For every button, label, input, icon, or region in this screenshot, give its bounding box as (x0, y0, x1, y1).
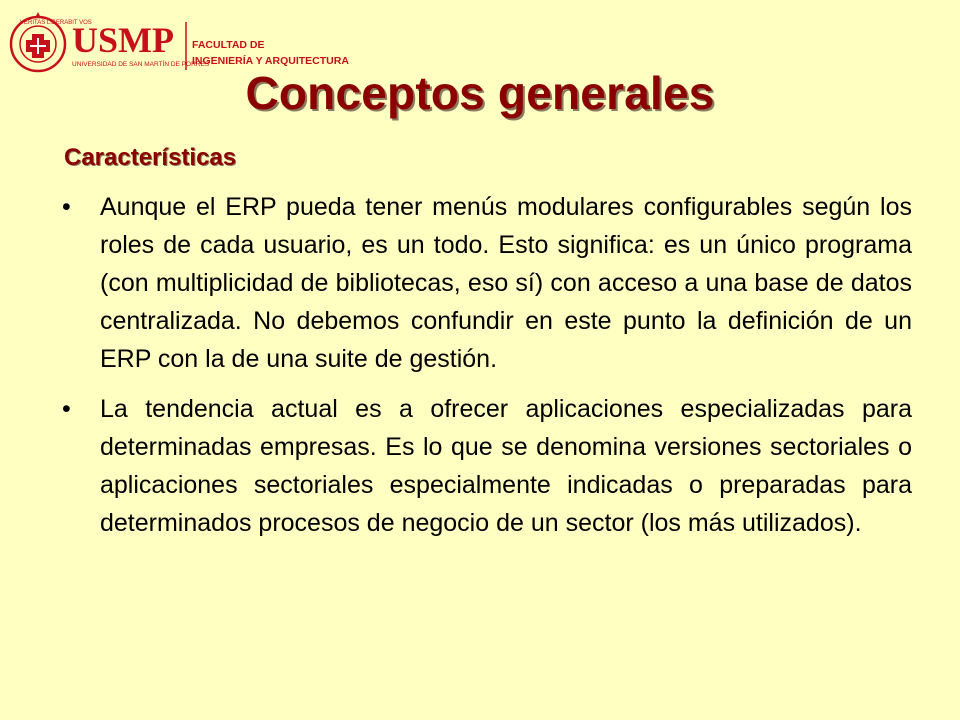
brand-wordmark: USMP (72, 20, 174, 60)
bullet-dot-icon: • (62, 395, 71, 423)
university-name: UNIVERSIDAD DE SAN MARTÍN DE PORRES (72, 61, 210, 68)
faculty-line1: FACULTAD DE (192, 39, 265, 51)
slide-subtitle: Características (64, 144, 237, 171)
bullet-dot-icon: • (62, 193, 71, 221)
bullet-text: Aunque el ERP pueda tener menús modulares configurables según los roles de cada usuario, es un todo. Esto significa: es un único programa (con multiplicidad de bibliotecas, eso sí) con acceso a una base de datos centralizada. No debemos confundir en este punto la definición de un ERP con la de una suite de gestión. (100, 193, 912, 373)
bullet-list (62, 188, 912, 554)
bullet-item (62, 390, 912, 542)
seal-text: VERITAS LIBERABIT VOS (20, 20, 92, 26)
slide-title: Conceptos generales (245, 67, 715, 119)
bullet-item (62, 188, 912, 378)
faculty-line2: INGENIERÍA Y ARQUITECTURA (192, 55, 349, 67)
bullet-text: La tendencia actual es a ofrecer aplicaciones especializadas para determinadas empresas. Es lo que se denomina versiones sectoriales o aplicaciones sectoriales especialmente indicadas o preparadas para determinados procesos de negocio de un sector (los más utilizados). (100, 395, 912, 537)
